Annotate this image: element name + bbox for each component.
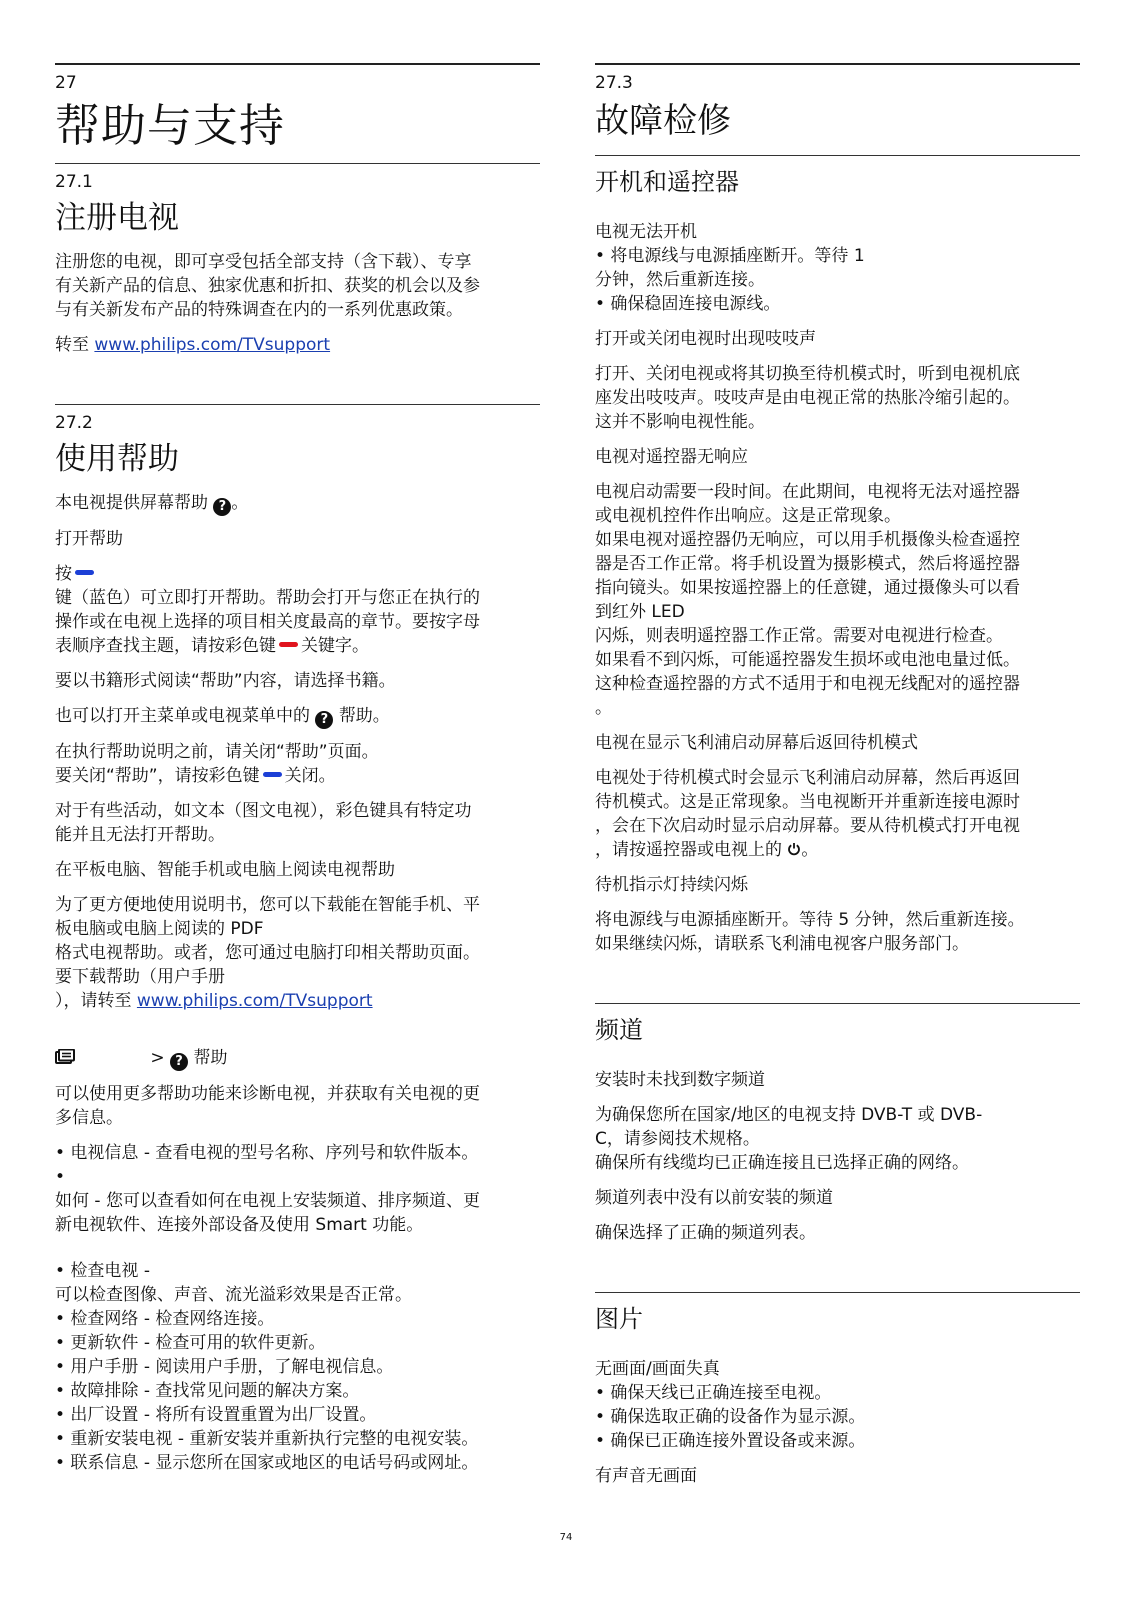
special-keys-paragraph: 对于有些活动，如文本（图文电视），彩色键具有特定功 能并且无法打开帮助。: [55, 801, 472, 845]
help-features-list: [55, 1259, 540, 1475]
section-divider: [595, 155, 1080, 156]
goto-line: 转至 www.philips.com/TVsupport: [55, 335, 331, 355]
red-color-key-icon: [279, 642, 298, 647]
blue-color-key-icon: [75, 570, 94, 575]
right-column: [595, 63, 1080, 1499]
help-question-icon: ?: [213, 498, 231, 516]
issue-title: 有声音无画面: [595, 1466, 697, 1486]
left-column: [55, 63, 540, 1475]
menu-help-paragraph: 也可以打开主菜单或电视菜单中的 ? 帮助。: [55, 706, 390, 727]
pdf-paragraph: 为了更方便地使用说明书，您可以下载能在智能手机、平 板电脑或电脑上阅读的 PDF 格式电视帮助。或者，您可通过电脑打印相关帮助页面。 要下载帮助（用户手册 ），请转至 www.philips.com/TVsupport: [55, 895, 480, 1011]
section-number: 27.1: [55, 172, 93, 192]
issue-body: 电视启动需要一段时间。在此期间，电视将无法对遥控器 或电视机控件作出响应。这是正常现象。 如果电视对遥控器仍无响应，可以用手机摄像头检查遥控 器是否工作正常。将手机设置为摄影模式，然后将遥控器 指向镜头。如果按遥控器上的任意键，通过摄像头可以看 到红外 LED 闪烁，则表明遥控器工作正常。需要对电视进行检查。 如果看不到闪烁，可能遥控器发生损坏或电池电量过低。 这种检查遥控器的方式不适用于和电视无线配对的遥控器 。: [595, 482, 1020, 718]
section-number: 27.2: [55, 413, 93, 433]
issue-body: 确保选择了正确的频道列表。: [595, 1223, 816, 1243]
issue-title: 安装时未找到数字频道: [595, 1070, 765, 1090]
issue-body: 打开、关闭电视或将其切换至待机模式时，听到电视机底 座发出吱吱声。吱吱声是由电视正常的热胀冷缩引起的。 这并不影响电视性能。: [595, 364, 1020, 432]
more-help-paragraph: 可以使用更多帮助功能来诊断电视，并获取有关电视的更 多信息。: [55, 1084, 480, 1128]
issue-body: • 将电源线与电源插座断开。等待 1 分钟，然后重新连接。 • 确保稳固连接电源线。: [595, 246, 865, 314]
page-number: 74: [559, 1532, 573, 1543]
list-item: 可以检查图像、声音、流光溢彩效果是否正常。: [55, 1285, 412, 1305]
section-divider: [55, 63, 540, 65]
issue-body: • 确保天线已正确连接至电视。 • 确保选取正确的设备作为显示源。 • 确保已正确连接外置设备或来源。: [595, 1383, 866, 1451]
subsection-title: 图片: [595, 1305, 643, 1333]
list-item: • 检查网络 - 检查网络连接。: [55, 1309, 275, 1329]
help-question-icon: ?: [315, 711, 333, 729]
issue-body: 为确保您所在国家/地区的电视支持 DVB-T 或 DVB- C，请参阅技术规格。 确保所有线缆均已正确连接且已选择正确的网络。: [595, 1105, 983, 1173]
issue-title: 频道列表中没有以前安装的频道: [595, 1188, 833, 1208]
issue-body: 电视处于待机模式时会显示飞利浦启动屏幕，然后再返回 待机模式。这是正常现象。当电视断开并重新连接电源时 ，会在下次启动时显示启动屏幕。要从待机模式打开电视 ，请按遥控器或电视上的 。: [595, 768, 1020, 860]
list-item: • 重新安装电视 - 重新安装并重新执行完整的电视安装。: [55, 1429, 479, 1449]
press-key-paragraph: 按 键（蓝色）可立即打开帮助。帮助会打开与您正在执行的 操作或在电视上选择的项目相关度最高的章节。要按字母 表顺序查找主题，请按彩色键 关键字。: [55, 564, 480, 656]
list-item: • 联系信息 - 显示您所在国家或地区的电话号码或网址。: [55, 1453, 479, 1473]
support-link[interactable]: www.philips.com/TVsupport: [136, 991, 373, 1011]
list-item: • 检查电视 -: [55, 1261, 150, 1281]
list-item: • 故障排除 - 查找常见问题的解决方案。: [55, 1381, 360, 1401]
issue-title: 打开或关闭电视时出现吱吱声: [595, 329, 816, 349]
list-item: • 出厂设置 - 将所有设置重置为出厂设置。: [55, 1405, 377, 1425]
list-item: • 用户手册 - 阅读用户手册，了解电视信息。: [55, 1357, 394, 1377]
help-intro: 本电视提供屏幕帮助 ? 。: [55, 493, 249, 514]
tv-menu-icon: [55, 1049, 75, 1065]
help-question-icon: ?: [170, 1053, 188, 1071]
issue-title: 电视无法开机: [595, 222, 697, 242]
list-item: • 更新软件 - 检查可用的软件更新。: [55, 1333, 326, 1353]
menu-path: > ? 帮助: [55, 1046, 540, 1071]
section-divider: [595, 1292, 1080, 1293]
subsection-title: 开机和遥控器: [595, 168, 739, 196]
chapter-title: 帮助与支持: [55, 99, 286, 152]
blue-color-key-icon: [263, 772, 282, 777]
section-number: 27.3: [595, 73, 633, 93]
issue-title: 无画面/画面失真: [595, 1359, 720, 1379]
subheading-tablet: 在平板电脑、智能手机或电脑上阅读电视帮助: [55, 860, 395, 880]
subsection-title: 频道: [595, 1016, 643, 1044]
section-title: 使用帮助: [55, 441, 179, 477]
register-paragraph: 注册您的电视，即可享受包括全部支持（含下载）、专享 有关新产品的信息、独家优惠和折扣、获奖的机会以及参 与有关新发布产品的特殊调查在内的一系列优惠政策。: [55, 252, 480, 320]
issue-body: 将电源线与电源插座断开。等待 5 分钟，然后重新连接。 如果继续闪烁，请联系飞利浦电视客户服务部门。: [595, 910, 1025, 954]
issue-title: 电视在显示飞利浦启动屏幕后返回待机模式: [595, 733, 918, 753]
section-number: 27: [55, 73, 77, 93]
section-title: 注册电视: [55, 200, 179, 236]
section-title: 故障检修: [595, 101, 731, 141]
section-divider: [595, 63, 1080, 65]
issue-title: 待机指示灯持续闪烁: [595, 875, 748, 895]
section-divider: [595, 1003, 1080, 1004]
issue-title: 电视对遥控器无响应: [595, 447, 748, 467]
section-divider: [55, 163, 540, 164]
book-paragraph: 要以书籍形式阅读“帮助”内容，请选择书籍。: [55, 671, 396, 691]
section-divider: [55, 404, 540, 405]
power-icon: [787, 842, 801, 856]
tv-info-item: • 电视信息 - 查看电视的型号名称、序列号和软件版本。 • 如何 - 您可以查看如何在电视上安装频道、排序频道、更 新电视软件、连接外部设备及使用 Smart 功能。: [55, 1143, 480, 1235]
subheading-open-help: 打开帮助: [55, 529, 123, 549]
close-help-paragraph: 在执行帮助说明之前，请关闭“帮助”页面。 要关闭“帮助”，请按彩色键 关闭。: [55, 742, 379, 786]
support-link[interactable]: www.philips.com/TVsupport: [94, 335, 331, 355]
